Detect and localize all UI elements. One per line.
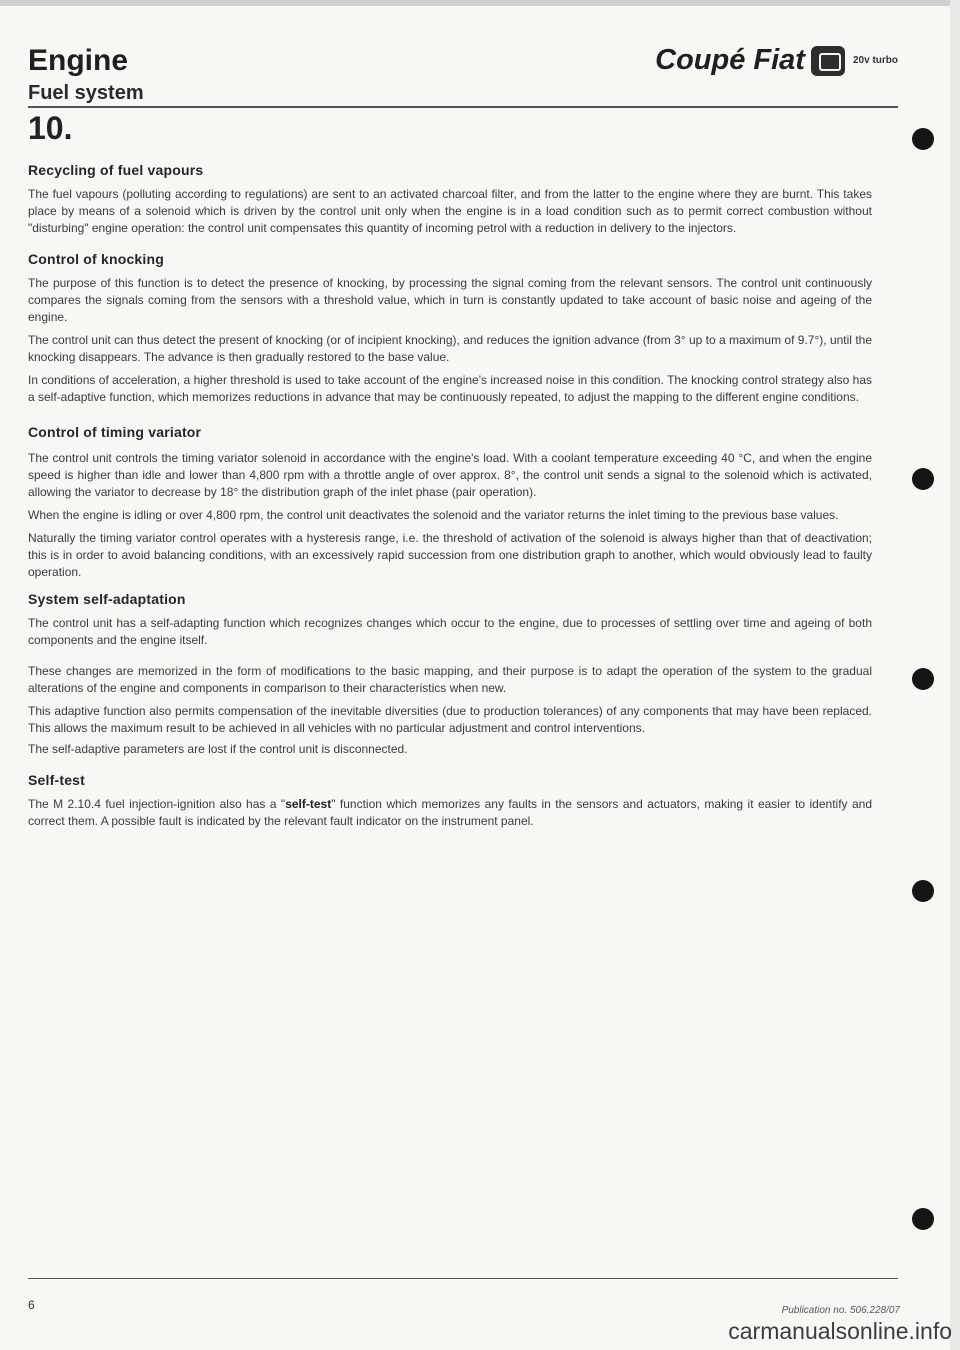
- heading-self-test: Self-test: [28, 772, 86, 788]
- self-test-term: self-test: [285, 797, 332, 811]
- binder-hole-marker: [912, 1208, 934, 1230]
- engine-version: 20v turbo: [852, 55, 898, 66]
- footer-rule: [28, 1278, 898, 1279]
- page-title: Engine: [28, 44, 129, 77]
- scan-top-edge: [0, 0, 960, 6]
- self-test-text-before: The M 2.10.4 fuel injection-ignition also has a ": [28, 797, 286, 811]
- paragraph: The purpose of this function is to detect the presence of knocking, by processing the signal coming from the relevant sensors. The control unit continuously compares the signals coming from the sensors with a threshold value, which in turn is constantly updated to take account of basic noise and ageing of the engine.: [28, 276, 872, 324]
- paragraph: The control unit has a self-adapting function which recognizes changes which occur to the engine, due to processes of settling over time and ageing of both components and the engine itself.: [28, 616, 872, 647]
- watermark-text: carmanualsonline.info: [728, 1318, 952, 1344]
- binder-hole-marker: [912, 668, 934, 690]
- paragraph: The fuel vapours (polluting according to regulations) are sent to an activated charcoal filter, and from the latter to the engine where they are burnt. This takes place by means of a solenoid which is driven by the control unit only when the engine is in a load condition such as to permit correct combustion without "disturbing" engine operation: the control unit compensates this quantity of incoming petrol with a reduction in delivery to the injectors.: [28, 187, 872, 235]
- paragraph: The self-adaptive parameters are lost if the control unit is disconnected.: [28, 742, 408, 756]
- binder-hole-marker: [912, 880, 934, 902]
- section-number: 10.: [28, 110, 73, 146]
- page-number: 6: [28, 1298, 35, 1312]
- paragraph: When the engine is idling or over 4,800 rpm, the control unit deactivates the solenoid and the variator returns the inlet timing to the previous base values.: [28, 508, 839, 522]
- heading-recycling: Recycling of fuel vapours: [28, 162, 204, 178]
- heading-self-adaptation: System self-adaptation: [28, 591, 186, 607]
- paragraph: The control unit can thus detect the present of knocking (or of incipient knocking), and reduces the ignition advance (from 3° up to a maximum of 9.7°), until the knocking disappears. The advance is then gradually restored to the base value.: [28, 333, 872, 364]
- paragraph: The control unit controls the timing variator solenoid in accordance with the engine's load. With a coolant temperature exceeding 40 °C, and when the engine speed is higher than idle and lower than 4,800 rpm with a throttle angle of over approx. 8°, the control unit sends a signal to the solenoid which is activated, allowing the variator to decrease by 18° the distribution graph of the inlet phase (pair operation).: [28, 451, 872, 499]
- scan-right-edge: [950, 0, 960, 1350]
- paragraph: These changes are memorized in the form of modifications to the basic mapping, and their purpose is to adapt the operation of the system to the gradual alterations of the engine and components in comparison to their characteristics when new.: [28, 664, 872, 695]
- page-subtitle: Fuel system: [28, 82, 144, 104]
- heading-knocking: Control of knocking: [28, 251, 165, 267]
- engine-logo-icon: [811, 46, 845, 76]
- binder-hole-marker: [912, 128, 934, 150]
- header-rule: [28, 106, 898, 108]
- paragraph-self-test: [28, 796, 872, 830]
- publication-number: Publication no. 506.228/07: [781, 1305, 900, 1316]
- main-content: [28, 162, 872, 830]
- paragraph: This adaptive function also permits compensation of the inevitable diversities (due to production tolerances) of any components that may have been replaced. This allows the maximum result to be achieved in all vehicles with no particular adjustment and control interventions.: [28, 704, 872, 735]
- self-test-text-after: " function which memorizes any faults in the sensors and actuators, making it easier to identify and correct them. A possible fault is indicated by the relevant fault indicator on the instrument panel.: [28, 797, 872, 828]
- paragraph: Naturally the timing variator control operates with a hysteresis range, i.e. the threshold of activation of the solenoid is always higher than that of deactivation; this is in order to avoid balancing conditions, with an excessively rapid succession from one distribution graph to another, which would obviously lead to faulty operation.: [28, 531, 872, 579]
- brand-name: Coupé Fiat: [655, 44, 805, 76]
- binder-hole-marker: [912, 468, 934, 490]
- paragraph: In conditions of acceleration, a higher threshold is used to take account of the engine's increased noise in this condition. The knocking control strategy also has a self-adaptive function, which memorizes reductions in advance that may be continuously repeated, to adjust the mapping to the different engine conditions.: [28, 373, 872, 404]
- brand-block: [655, 44, 898, 77]
- heading-timing-variator: Control of timing variator: [28, 424, 202, 440]
